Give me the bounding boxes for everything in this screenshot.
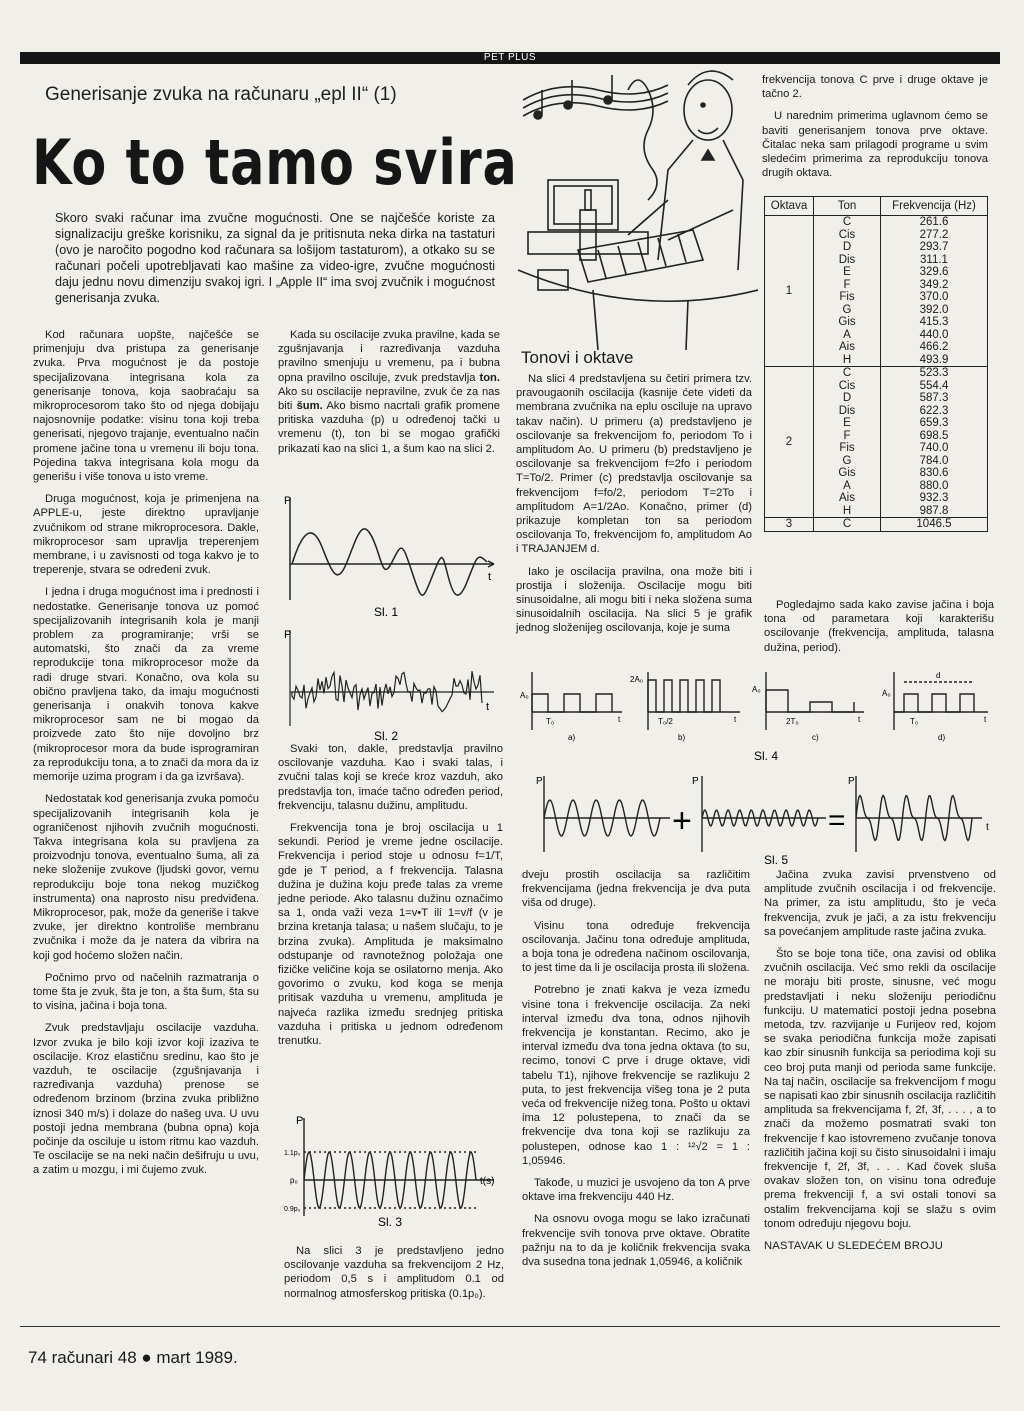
tone-name: C: [842, 216, 852, 228]
paragraph: Takođe, u muzici je usvojeno da ton A prve oktave ima frekvenciju 440 Hz.: [522, 1177, 750, 1204]
sl4c-amp: A₀: [752, 685, 761, 694]
tone-name: F: [843, 278, 851, 291]
tone-cells: [814, 367, 881, 518]
sl3-y-mid: p₀: [290, 1176, 298, 1185]
musician-illustration: [518, 60, 758, 350]
sl2-x-label: t: [486, 701, 490, 713]
tone-frequency: 587.3: [919, 392, 949, 404]
article-kicker: Generisanje zvuka na računaru „epl II“ (1): [45, 84, 397, 105]
tone-frequency: 932.3: [919, 492, 949, 504]
sl4d-t: t: [984, 715, 987, 724]
sl4a-t: t: [618, 715, 621, 724]
sl4c-t: t: [858, 715, 861, 724]
tone-name: F: [843, 429, 851, 442]
frequency-table: [764, 196, 988, 532]
column-1: [33, 328, 259, 1186]
tone-frequency: 1046.5: [916, 518, 952, 530]
figure-sl4: [518, 668, 998, 764]
paragraph: Zvuk predstavljaju oscilacije vazduha. Izvor zvuka je bilo koji izvor koji izaziva te oscilacije. Kroz elastičnu sredinu, kao što je vazduh, te oscilacije (zgušnjavanja i razređivanja vazduha) prenose se određenom brzinom (brzina zvuka približno iznosi 340 m/s) i dolaze do našeg uva. U uvu postoji jedna membrana (bubna opna) koja počinje da osciluje u istom ritmu kao vazduh. Te oscilacije se na neki način dešifruju u uvu, a zatim u mozgu, i mi čujemo zvuk.: [33, 1022, 259, 1177]
tone-name: H: [842, 504, 852, 517]
paragraph: dveju prostih oscilacija sa različitim frekvencijama (jedna frekvencija je dva puta viša od druge).: [522, 869, 750, 910]
octave-cell: 3: [765, 518, 814, 532]
column-2-body: [278, 742, 503, 1056]
sl1-waveform: [292, 529, 487, 595]
paragraph: Počnimo prvo od načelnih razmatranja o tome šta je zvuk, šta je ton, a šta šum, šta su to visina, jačina i boja tona.: [33, 971, 259, 1013]
sl5-y-label: P: [692, 776, 699, 787]
tone-name: Gis: [838, 316, 856, 328]
tone-name: Ais: [839, 341, 855, 353]
paragraph: Frekvencija tona je broj oscilacija u 1 sekundi. Period je vreme jedne oscilacije. Frekvencija i period stoje u odnosu f=1/T, gde je T period, a f frekvencija. Talasna dužina je dužina koju pređe talas za vreme jedne periode. Ako talasnu dužinu označimo sa 1, onda važi veza 1=v•T ili 1=v/f (v je brzina kretanja talasa; u našem slučaju, to je brzina zvuka). Amplituda je maksimalno odstupanje od ravnotežnog položaja one fizičke veličine koja se osilatorno menja. Ako govorimo o zvuku, kod koga se menja pritisak vazduha u vremenu, amplituda je najveća razlika između srednjeg pritiska vazduha i pritiska u jednom određenom trenutku.: [278, 822, 503, 1048]
sl4a-letter: a): [568, 733, 576, 742]
tone-cells: [814, 518, 881, 532]
tone-frequency: 277.2: [919, 228, 949, 241]
tone-name: C: [842, 367, 852, 379]
sl5-y-label: P: [536, 776, 543, 787]
sl4a-amp: A₀: [520, 691, 529, 700]
paragraph: Kod računara uopšte, najčešće se primenjuju dva pristupa za generisanje zvuka. Prva mogućnost je da postoje specijalizovana integrisana kola za generisanje tonova, koja saobraćaju sa mikroprocesorom tako što od njega dobijaju najosnovnije podatke: visinu tona koji treba generisati, njegovo trajanje, eventualno način promene jačine tona u vremenu ili boju tona. Pojedina takva integrisana kola mogu da generišu i više tonova u isto vreme.: [33, 329, 259, 484]
sl5-y-label: P: [848, 776, 855, 787]
column-3-body: [522, 868, 750, 1277]
paragraph: frekvencija tonova C prve i druge oktave je tačno 2.: [762, 74, 988, 101]
sl4a-period: T₀: [546, 717, 555, 726]
column-4-after-table: [764, 598, 994, 663]
figure-sl2: [282, 626, 504, 744]
sl2-caption: Sl. 2: [374, 729, 399, 743]
tone-frequency: 466.2: [919, 341, 949, 353]
sl4c-letter: c): [812, 733, 819, 742]
sl1-caption: Sl. 1: [374, 605, 399, 619]
tone-name: Dis: [838, 253, 856, 266]
sl2-y-label: P: [284, 629, 292, 641]
tone-name: D: [842, 241, 852, 253]
page-footer: 74 računari 48 ● mart 1989.: [28, 1348, 238, 1367]
tone-frequency: 311.1: [920, 253, 948, 266]
tone-name: H: [842, 353, 852, 366]
tone-name: Ais: [839, 492, 855, 504]
table-row: [765, 216, 988, 367]
tone-name: E: [843, 417, 851, 429]
tone-frequency: 493.9: [919, 353, 949, 366]
sl4b-amp: 2A₀: [630, 675, 644, 684]
freq-cells: [881, 216, 988, 367]
equals-sign: =: [828, 804, 846, 837]
tone-frequency: 554.4: [919, 379, 949, 392]
column-header: Oktava: [765, 197, 814, 216]
column-header: Ton: [814, 197, 881, 216]
paragraph: Nedostatak kod generisanja zvuka pomoću specijalizovanih integrisanih kola je ograničenost njihovih zvučnih mogućnosti. Takva integrisana kola su pravljena za proizvodnju tonova, eventualno šuma, ali za neke složenije zvukove (ljudski govor, vernu reprodukciju boje tona nekog muzičkog instrumenta) ona naprosto nisu predviđena. Mikroprocesor, pak, može da generiše i takve zvuke, jer direktno kontroliše membranu zvučnika i može da je natera da vibrira na koji god hoćemo složen način.: [33, 793, 259, 962]
tone-name: Cis: [838, 228, 856, 241]
plus-sign: +: [672, 802, 692, 840]
paragraph: Visinu tona određuje frekvencija oscilovanja. Jačinu tona određuje amplituda, a boja tona je određena načinom oscilovanja, to jest time da li je oscilacija prosta ili složena.: [522, 919, 750, 975]
paragraph: Potrebno je znati kakva je veza između visine tona i frekvencije oscilacija. Za neki interval između dva tona, odnos njihovih frekvencija je konstantan. Recimo, ako je interval između dva tona jedna oktava (to su, recimo, tonovi C prve i druge oktave, vidi tabelu T1), njihove frekvencije se razlikuju 2 puta, to jest frekvencija višeg tona je 2 puta veća od frekvencije nižeg tona. Pošto u oktavi ima 12 polustepena, to znači da se frekvencije dva tona koji se razlikuju za polustepen, odnose kao 1 : ¹²√2 = 1 : 1,05946.: [522, 984, 750, 1167]
term-ton: ton.: [479, 371, 500, 384]
tone-frequency: 392.0: [919, 303, 949, 316]
sl1-y-label: P: [284, 495, 292, 507]
paragraph: Na osnovu ovoga mogu se lako izračunati frekvencije svih tonova prve oktave. Obratite pažnju na to da je količnik frekvencija svaka dva susedna tona jednak 1,05946, a količnik: [522, 1213, 750, 1269]
sl5-caption: Sl. 5: [764, 853, 789, 867]
tone-frequency: 784.0: [919, 454, 949, 467]
sl4c-period: 2T₀: [786, 717, 799, 726]
figure-sl1: [282, 492, 504, 622]
tone-frequency: 698.5: [919, 429, 949, 442]
tone-frequency: 659.3: [919, 417, 949, 429]
column-4-body: [764, 868, 996, 1261]
tone-name: Fis: [839, 442, 855, 454]
tone-frequency: 987.8: [919, 504, 949, 517]
paragraph: Na slici 3 je predstavljeno jedno oscilovanje vazduha sa frekvencijom 2 Hz, periodom 0,5 s i amplitudom 0.1 od normalnog atmosferskog pritiska (0.1p₀).: [284, 1245, 504, 1300]
tone-name: E: [843, 266, 851, 278]
sl3-y-bot: 0.9p₀: [284, 1206, 301, 1213]
footer-rule: [20, 1326, 1000, 1327]
paragraph: Jačina zvuka zavisi prvenstveno od amplitude zvučnih oscilacija i od frekvencije. Na primer, za istu amplitudu, što je veća frekvencija, zvuk je jači, a za istu frekvenciju sa povećanjem amplitude raste jačina zvuka.: [764, 869, 996, 938]
tone-frequency: 370.0: [919, 291, 949, 303]
sl5-wave-2: [702, 810, 818, 826]
tone-frequency: 261.6: [919, 216, 949, 228]
figure-sl3: [282, 1112, 504, 1242]
tone-name: Gis: [838, 467, 856, 479]
octave-cell: 2: [765, 367, 814, 518]
sl3-y-top: 1.1p₀: [284, 1150, 301, 1157]
sl4b-letter: b): [678, 733, 686, 742]
tone-frequency: 622.3: [919, 404, 949, 417]
tone-frequency: 415.3: [919, 316, 949, 328]
paragraph: Iako je oscilacija pravilna, ona može biti i prostija i složenija. Oscilacije mogu biti sinusoidalne, ali mogu biti i neka složena suma sinusoidalnih oscilacija. Na slici 5 je grafik jednog složenijeg oscilovanja, koje je suma: [516, 565, 752, 635]
continued-note: NASTAVAK U SLEDEĆEM BROJU: [764, 1240, 944, 1253]
column-2-intro: Kada su oscilacije zvuka pravilne, kada se zgušnjavanja i razređivanja vazduha pravilno smenjuju u vremenu, pa i bubna opna pravilno osciluje, zvuk predstavlja ton. Ako su oscilacije nepravilne, zvuk će za nas biti šum. Ako bismo nacrtali grafik promene pritiska vazduha (p) u određenoj tački u vremenu (t), ton bi se mogao grafički prikazati kao na slici 1, a šum kao na slici 2.: [278, 329, 500, 455]
tone-frequency: 830.6: [919, 467, 949, 479]
tone-name: G: [842, 303, 852, 316]
column-header: Frekvencija (Hz): [881, 197, 988, 216]
tone-name: D: [842, 392, 852, 404]
sl4b-t: t: [734, 715, 737, 724]
paragraph: U narednim primerima uglavnom ćemo se baviti generisanjem tonova prve oktave. Čitalac neka sam prilagodi programe u svim sledećim primerima za reprodukciju tonova drugih oktava.: [762, 110, 988, 180]
sl4d-amp: A₀: [882, 689, 891, 698]
tone-frequency: 880.0: [919, 479, 949, 492]
tone-name: A: [843, 479, 851, 492]
sl4-caption: Sl. 4: [754, 749, 779, 763]
table-row: [765, 518, 988, 532]
tone-frequency: 329.6: [919, 266, 949, 278]
term-sum: šum.: [296, 400, 323, 413]
section-heading: Tonovi i oktave: [521, 348, 634, 367]
freq-cells: [881, 367, 988, 518]
sl4d-letter: d): [938, 733, 946, 742]
column-4-intro: [762, 73, 988, 188]
tone-frequency: 740.0: [919, 442, 949, 454]
sl3-caption: Sl. 3: [378, 1215, 403, 1229]
sl5-x-label: t: [986, 822, 989, 833]
paragraph: Pogledajmo sada kako zavise jačina i boja tona od parametara koji karakterišu oscilovanje (frekvencija, amplituda, talasna dužina, period).: [764, 599, 994, 654]
article-headline: Ko to tamo svira: [32, 126, 518, 199]
article-lead: Skoro svaki računar ima zvučne mogućnosti. One se najčešće koriste za signalizaciju greške korisniku, za signal da je pritisnuta neka dirka na tastaturi (ovo je naročito pogodno kod računara sa lošijom tastaturom), a otkako su se računari počeli upotrebljavati kao mašine za video-igre, zvučne mogućnosti daju jednu novu dimenziju svakoj igri. I „Apple II“ ima svoj zvučnik i mogućnost generisanja zvuka.: [55, 211, 495, 305]
octave-cell: 1: [765, 216, 814, 367]
table-header-row: [765, 197, 988, 216]
tone-name: A: [843, 328, 851, 341]
tone-frequency: 523.3: [919, 367, 949, 379]
tone-frequency: 349.2: [919, 278, 949, 291]
table-row: [765, 367, 988, 518]
paragraph: Svaki ton, dakle, predstavlja pravilno oscilovanje vazduha. Kao i svaki talas, i zvučni talas koji se kreće kroz vazduh, ako predstavlja ton, imaće tačno određen period, frekvenciju, talasnu dužinu, amplitudu.: [278, 743, 503, 812]
figure-sl5: [522, 772, 998, 868]
sl3-x-label: t(s): [480, 1176, 495, 1187]
sl3-y-label: P: [296, 1115, 304, 1127]
sl1-x-label: t: [488, 571, 492, 583]
paragraph: Na slici 4 predstavljena su četiri primera tzv. pravougaonih oscilacija (kasnije ćete videti da membrana zvučnika na eplu osciluje na upravo takav način). U primeru (a) predstavljeno je oscilovanje sa frekvencijom fo, periodom To i amplitudom Ao. U primeru (b) predstavljeno je oscilovanje sa frekvencijom f=2fo i periodom T=To/2. Primer (c) predstavlja oscilovanje sa frekvencijom f=fo/2, periodom T=2To i amplitudom A=1/2Ao. Konačno, primer (d) prikazuje kompletan ton sa periodom oscilovanja To, frekvencijom fo, amplitudom Ao i TRAJANJEM d.: [516, 373, 752, 556]
sl4b-period: T₀/2: [658, 717, 673, 726]
tone-name: Fis: [839, 291, 855, 303]
sl4d-period: T₀: [910, 717, 919, 726]
tone-cells: [814, 216, 881, 367]
tone-name: Cis: [838, 379, 856, 392]
column-3-intro: [516, 372, 752, 644]
tone-name: Dis: [838, 404, 856, 417]
tone-name: C: [842, 518, 852, 530]
paragraph: Što se boje tona tiče, ona zavisi od oblika zvučnih oscilacija. Već smo rekli da oscilacije ne moraju biti proste, sinusne, već mogu predstavljati i neku složeniju periodičnu funkciju. U matematici postoji jedna posebna metoda, tzv. razvijanje u Furijeov red, kojom se svaka periodična funkcija može zapisati kao zbir sinusnih funkcija sa periodima koji su ceo broj puta manji od perioda same funkcije. Na taj način, oscilacije sa frekvencijom f mogu se napisati kao zbir sinusnih oscilacija različitih amplituda sa frekvencijama f, 2f, 3f, . . . , a to znači da možemo posmatrati svaki ton frekvencije f kao istovremeno zvučanje tonova različitih jačina koji su čisto sinusoidalni i imaju frekvencije f, 2f, 3f, . . . Kad čovek sluša ovakav složen ton, on visinu tona određuje prema frekvenciji f, a svi ostali tonovi sa ostalim frekvencijama koji se slažu s ovim tonom određuju njegovu boju.: [764, 948, 996, 1230]
tone-frequency: 440.0: [919, 328, 949, 341]
paragraph: I jedna i druga mogućnost ima i prednosti i nedostatke. Generisanje tonova uz pomoć specijalizovanih integrisanih kola je manji problem za programiranje; vrši se automatski, što znači da za vreme reprodukcije tona mikroprocesor može da radi druge stvari. Konačno, ova kola su obično pravljena tako, da imaju mogućnosti generisanja i onakvih tonova kakve mikroprocesor sam ne bi mogao da proizvede zato što nije dovoljno brz (mikroprocesor mora da bude isprogramiran za reprodukciju tona, a to znači da mora da iz memorije uzima program i da ga izvršava).: [33, 586, 259, 784]
sl4d-duration: d: [936, 671, 941, 680]
column-2-sl3-text: [284, 1244, 504, 1309]
freq-cells: [881, 518, 988, 532]
tone-name: G: [842, 454, 852, 467]
tone-frequency: 293.7: [919, 241, 949, 253]
paragraph: Druga mogućnost, koja je primenjena na APPLE-u, jeste direktno upravljanje zvučnikom od strane mikroprocesora. Dakle, mikroprocesor sam upravlja treperenjem membrane, i u zavisnosti od toga kakvo je to treperenje, stvara se određeni zvuk.: [33, 493, 259, 577]
section-label: PET PLUS: [483, 52, 537, 63]
